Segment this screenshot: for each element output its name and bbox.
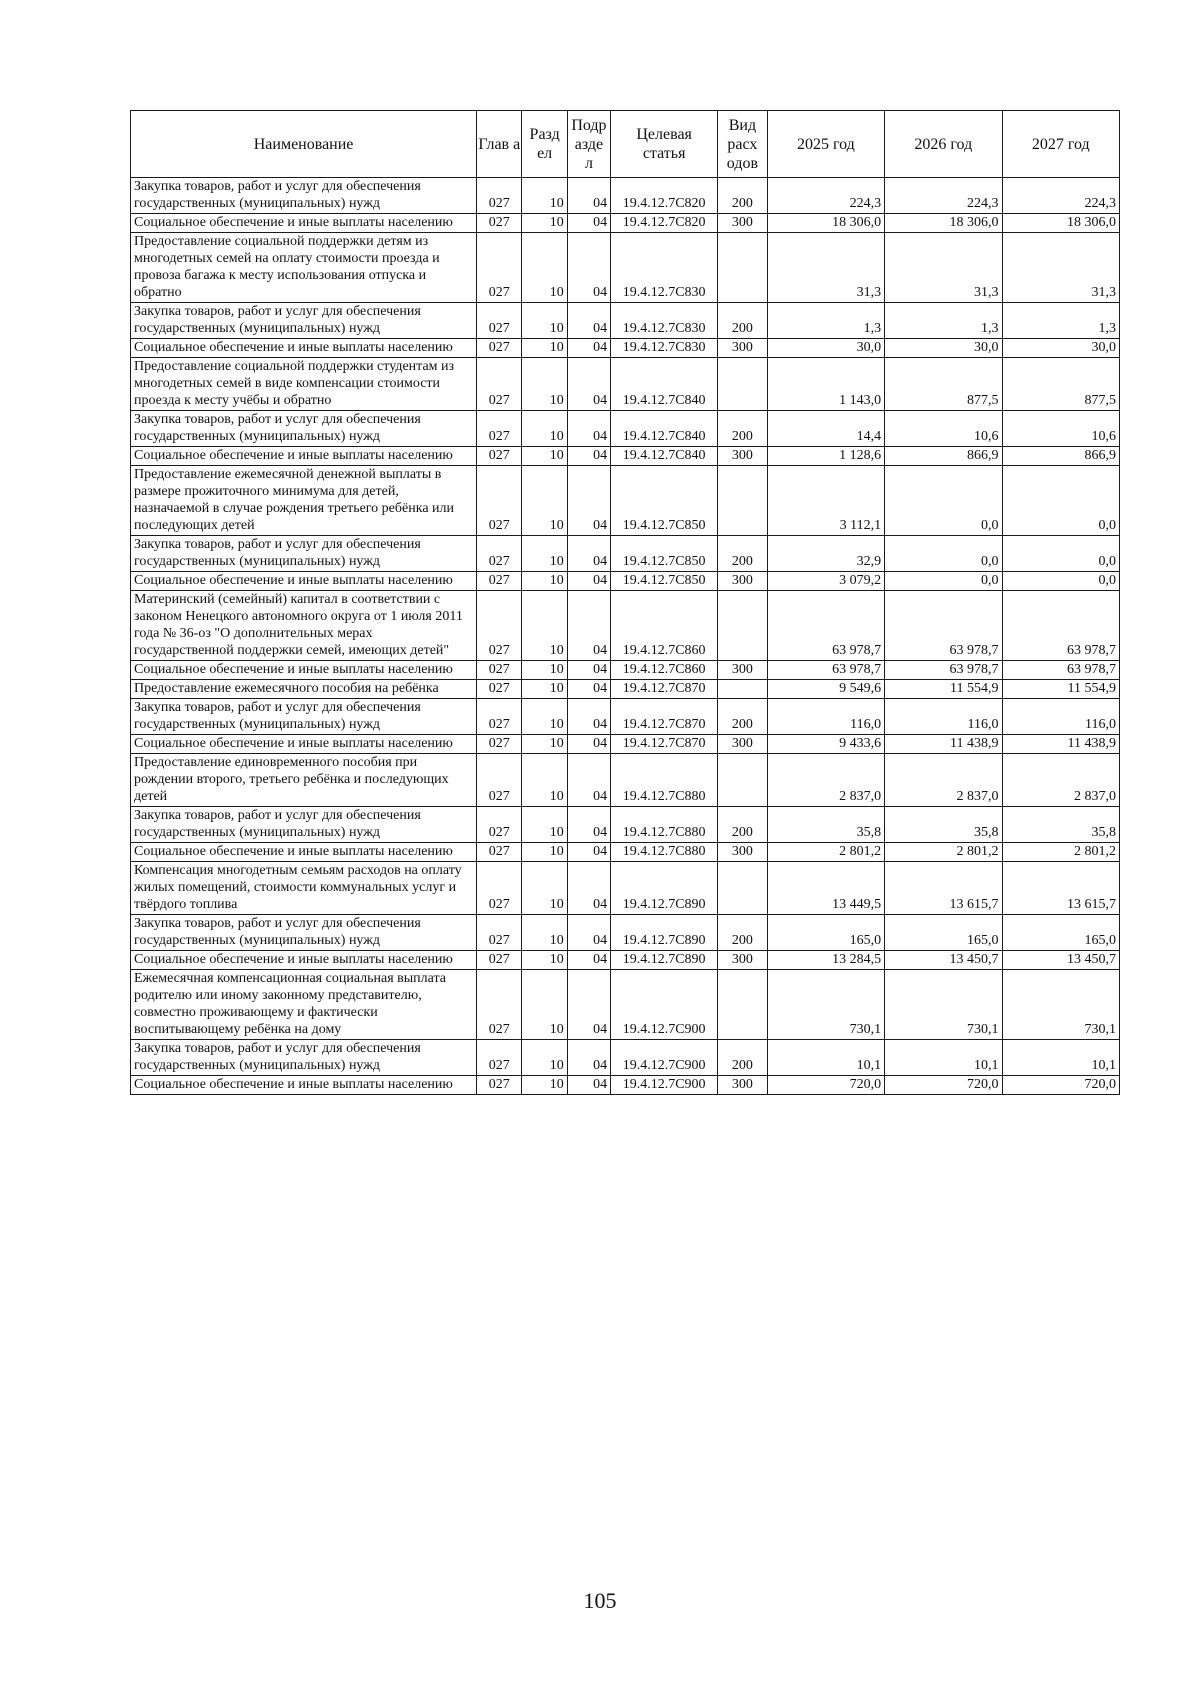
cell-name: Закупка товаров, работ и услуг для обеспечения государственных (муниципальных) нужд	[131, 699, 477, 735]
header-target-article: Целевая статья	[611, 111, 718, 178]
table-row	[131, 572, 1120, 591]
cell-subsection: 04	[567, 447, 610, 466]
cell-2025: 13 284,5	[767, 951, 884, 970]
cell-name: Предоставление социальной поддержки студентам из многодетных семей в виде компенсации стоимости проезда к месту учёбы и обратно	[131, 358, 477, 411]
cell-2025: 63 978,7	[767, 661, 884, 680]
header-name: Наименование	[131, 111, 477, 178]
header-expense-type: Вид расх одов	[718, 111, 767, 178]
cell-2026: 224,3	[885, 178, 1002, 214]
cell-subsection: 04	[567, 970, 610, 1040]
table-row	[131, 735, 1120, 754]
table-row	[131, 1040, 1120, 1076]
cell-target-article: 19.4.12.7С830	[611, 303, 718, 339]
cell-target-article: 19.4.12.7С820	[611, 214, 718, 233]
cell-chapter: 027	[477, 1040, 522, 1076]
cell-subsection: 04	[567, 754, 610, 807]
header-2025: 2025 год	[767, 111, 884, 178]
cell-chapter: 027	[477, 214, 522, 233]
cell-target-article: 19.4.12.7С900	[611, 1076, 718, 1095]
table-row	[131, 466, 1120, 536]
cell-2025: 2 801,2	[767, 843, 884, 862]
cell-2026: 116,0	[885, 699, 1002, 735]
cell-2026: 35,8	[885, 807, 1002, 843]
cell-target-article: 19.4.12.7С860	[611, 661, 718, 680]
cell-2025: 1 143,0	[767, 358, 884, 411]
cell-expense-type: 200	[718, 915, 767, 951]
cell-chapter: 027	[477, 339, 522, 358]
cell-2027: 10,1	[1002, 1040, 1119, 1076]
cell-2026: 2 801,2	[885, 843, 1002, 862]
cell-name: Закупка товаров, работ и услуг для обеспечения государственных (муниципальных) нужд	[131, 807, 477, 843]
cell-name: Закупка товаров, работ и услуг для обеспечения государственных (муниципальных) нужд	[131, 178, 477, 214]
cell-2026: 1,3	[885, 303, 1002, 339]
table-row	[131, 862, 1120, 915]
cell-2027: 11 554,9	[1002, 680, 1119, 699]
table-row	[131, 447, 1120, 466]
cell-chapter: 027	[477, 699, 522, 735]
cell-target-article: 19.4.12.7С870	[611, 699, 718, 735]
cell-target-article: 19.4.12.7С880	[611, 754, 718, 807]
cell-expense-type: 300	[718, 843, 767, 862]
table-header-row	[131, 111, 1120, 178]
cell-2025: 1 128,6	[767, 447, 884, 466]
cell-2025: 18 306,0	[767, 214, 884, 233]
table-body	[131, 178, 1120, 1095]
cell-2027: 13 615,7	[1002, 862, 1119, 915]
cell-section: 10	[522, 466, 567, 536]
cell-2025: 14,4	[767, 411, 884, 447]
cell-2027: 866,9	[1002, 447, 1119, 466]
cell-subsection: 04	[567, 807, 610, 843]
cell-subsection: 04	[567, 735, 610, 754]
header-2027: 2027 год	[1002, 111, 1119, 178]
cell-chapter: 027	[477, 735, 522, 754]
cell-chapter: 027	[477, 1076, 522, 1095]
cell-chapter: 027	[477, 843, 522, 862]
cell-subsection: 04	[567, 951, 610, 970]
header-chapter: Глав а	[477, 111, 522, 178]
cell-section: 10	[522, 661, 567, 680]
table-row	[131, 661, 1120, 680]
table-row	[131, 680, 1120, 699]
cell-subsection: 04	[567, 466, 610, 536]
cell-name: Социальное обеспечение и иные выплаты населению	[131, 1076, 477, 1095]
cell-target-article: 19.4.12.7С880	[611, 807, 718, 843]
cell-2027: 63 978,7	[1002, 661, 1119, 680]
cell-subsection: 04	[567, 303, 610, 339]
cell-2025: 13 449,5	[767, 862, 884, 915]
cell-2025: 31,3	[767, 233, 884, 303]
cell-subsection: 04	[567, 591, 610, 661]
cell-subsection: 04	[567, 699, 610, 735]
page-number: 105	[583, 1588, 617, 1613]
cell-target-article: 19.4.12.7С840	[611, 447, 718, 466]
cell-2025: 30,0	[767, 339, 884, 358]
cell-section: 10	[522, 572, 567, 591]
cell-2027: 2 837,0	[1002, 754, 1119, 807]
cell-2025: 10,1	[767, 1040, 884, 1076]
cell-chapter: 027	[477, 754, 522, 807]
cell-name: Социальное обеспечение и иные выплаты населению	[131, 447, 477, 466]
cell-2027: 165,0	[1002, 915, 1119, 951]
cell-section: 10	[522, 303, 567, 339]
cell-target-article: 19.4.12.7С890	[611, 951, 718, 970]
cell-name: Закупка товаров, работ и услуг для обеспечения государственных (муниципальных) нужд	[131, 915, 477, 951]
cell-target-article: 19.4.12.7С840	[611, 358, 718, 411]
cell-name: Закупка товаров, работ и услуг для обеспечения государственных (муниципальных) нужд	[131, 536, 477, 572]
cell-name: Социальное обеспечение и иные выплаты населению	[131, 661, 477, 680]
cell-section: 10	[522, 915, 567, 951]
cell-name: Предоставление ежемесячного пособия на ребёнка	[131, 680, 477, 699]
table-row	[131, 951, 1120, 970]
cell-2027: 224,3	[1002, 178, 1119, 214]
cell-2026: 0,0	[885, 536, 1002, 572]
cell-name: Компенсация многодетным семьям расходов на оплату жилых помещений, стоимости коммунальных услуг и твёрдого топлива	[131, 862, 477, 915]
cell-section: 10	[522, 411, 567, 447]
cell-expense-type: 300	[718, 572, 767, 591]
cell-subsection: 04	[567, 214, 610, 233]
cell-2025: 63 978,7	[767, 591, 884, 661]
cell-target-article: 19.4.12.7С890	[611, 862, 718, 915]
cell-2026: 31,3	[885, 233, 1002, 303]
cell-2026: 11 438,9	[885, 735, 1002, 754]
cell-chapter: 027	[477, 178, 522, 214]
table-row	[131, 843, 1120, 862]
table-row	[131, 915, 1120, 951]
cell-target-article: 19.4.12.7С870	[611, 680, 718, 699]
cell-2026: 63 978,7	[885, 591, 1002, 661]
cell-target-article: 19.4.12.7С870	[611, 735, 718, 754]
cell-2026: 10,1	[885, 1040, 1002, 1076]
cell-2025: 9 433,6	[767, 735, 884, 754]
table-row	[131, 591, 1120, 661]
cell-expense-type: 200	[718, 411, 767, 447]
cell-2025: 3 079,2	[767, 572, 884, 591]
table-row	[131, 214, 1120, 233]
cell-chapter: 027	[477, 951, 522, 970]
cell-expense-type	[718, 233, 767, 303]
cell-2025: 730,1	[767, 970, 884, 1040]
cell-name: Социальное обеспечение и иные выплаты населению	[131, 572, 477, 591]
cell-name: Социальное обеспечение и иные выплаты населению	[131, 951, 477, 970]
cell-chapter: 027	[477, 807, 522, 843]
cell-name: Социальное обеспечение и иные выплаты населению	[131, 339, 477, 358]
cell-section: 10	[522, 862, 567, 915]
cell-section: 10	[522, 339, 567, 358]
cell-2025: 224,3	[767, 178, 884, 214]
cell-2026: 0,0	[885, 572, 1002, 591]
header-2026: 2026 год	[885, 111, 1002, 178]
cell-target-article: 19.4.12.7С850	[611, 572, 718, 591]
cell-expense-type: 200	[718, 536, 767, 572]
cell-target-article: 19.4.12.7С840	[611, 411, 718, 447]
cell-expense-type: 200	[718, 303, 767, 339]
cell-expense-type: 200	[718, 178, 767, 214]
cell-2027: 31,3	[1002, 233, 1119, 303]
cell-2025: 116,0	[767, 699, 884, 735]
cell-2025: 2 837,0	[767, 754, 884, 807]
cell-2025: 165,0	[767, 915, 884, 951]
table-row	[131, 754, 1120, 807]
cell-expense-type: 300	[718, 661, 767, 680]
cell-2027: 720,0	[1002, 1076, 1119, 1095]
cell-name: Материнский (семейный) капитал в соответствии с законом Ненецкого автономного округа от 1 июля 2011 года № 36-оз "О дополнительных мерах государственной поддержки семей, имеющих детей"	[131, 591, 477, 661]
cell-2026: 0,0	[885, 466, 1002, 536]
cell-subsection: 04	[567, 661, 610, 680]
header-section: Разд ел	[522, 111, 567, 178]
cell-chapter: 027	[477, 233, 522, 303]
cell-subsection: 04	[567, 680, 610, 699]
cell-section: 10	[522, 214, 567, 233]
cell-expense-type	[718, 754, 767, 807]
cell-2027: 116,0	[1002, 699, 1119, 735]
cell-2026: 866,9	[885, 447, 1002, 466]
cell-chapter: 027	[477, 661, 522, 680]
cell-target-article: 19.4.12.7С900	[611, 1040, 718, 1076]
table-row	[131, 339, 1120, 358]
table-row	[131, 411, 1120, 447]
cell-expense-type	[718, 591, 767, 661]
cell-chapter: 027	[477, 411, 522, 447]
cell-section: 10	[522, 754, 567, 807]
cell-expense-type: 300	[718, 339, 767, 358]
cell-chapter: 027	[477, 466, 522, 536]
cell-section: 10	[522, 536, 567, 572]
cell-target-article: 19.4.12.7С850	[611, 536, 718, 572]
cell-2027: 0,0	[1002, 536, 1119, 572]
cell-2025: 720,0	[767, 1076, 884, 1095]
cell-subsection: 04	[567, 339, 610, 358]
cell-expense-type	[718, 358, 767, 411]
cell-2027: 0,0	[1002, 466, 1119, 536]
cell-section: 10	[522, 178, 567, 214]
cell-2027: 18 306,0	[1002, 214, 1119, 233]
cell-name: Социальное обеспечение и иные выплаты населению	[131, 214, 477, 233]
cell-expense-type	[718, 466, 767, 536]
cell-subsection: 04	[567, 843, 610, 862]
cell-name: Предоставление единовременного пособия при рождении второго, третьего ребёнка и последующих детей	[131, 754, 477, 807]
cell-chapter: 027	[477, 680, 522, 699]
cell-section: 10	[522, 970, 567, 1040]
table-row	[131, 699, 1120, 735]
cell-2026: 720,0	[885, 1076, 1002, 1095]
cell-name: Социальное обеспечение и иные выплаты населению	[131, 843, 477, 862]
cell-subsection: 04	[567, 1076, 610, 1095]
cell-2025: 3 112,1	[767, 466, 884, 536]
cell-2026: 10,6	[885, 411, 1002, 447]
cell-subsection: 04	[567, 358, 610, 411]
table-row	[131, 1076, 1120, 1095]
cell-expense-type	[718, 680, 767, 699]
cell-2027: 877,5	[1002, 358, 1119, 411]
cell-section: 10	[522, 843, 567, 862]
cell-section: 10	[522, 358, 567, 411]
cell-2025: 1,3	[767, 303, 884, 339]
cell-section: 10	[522, 1040, 567, 1076]
table-row	[131, 358, 1120, 411]
cell-subsection: 04	[567, 178, 610, 214]
cell-2026: 13 615,7	[885, 862, 1002, 915]
cell-subsection: 04	[567, 862, 610, 915]
cell-target-article: 19.4.12.7С850	[611, 466, 718, 536]
cell-target-article: 19.4.12.7С830	[611, 233, 718, 303]
table-row	[131, 233, 1120, 303]
cell-2025: 9 549,6	[767, 680, 884, 699]
cell-chapter: 027	[477, 915, 522, 951]
cell-section: 10	[522, 447, 567, 466]
cell-chapter: 027	[477, 358, 522, 411]
budget-table	[130, 110, 1120, 1095]
cell-2027: 11 438,9	[1002, 735, 1119, 754]
table-row	[131, 807, 1120, 843]
cell-subsection: 04	[567, 572, 610, 591]
cell-name: Предоставление ежемесячной денежной выплаты в размере прожиточного минимума для детей, назначаемой в случае рождения третьего ребёнка или последующих детей	[131, 466, 477, 536]
cell-name: Предоставление социальной поддержки детям из многодетных семей на оплату стоимости проезда и провоза багажа к месту использования отпуска и обратно	[131, 233, 477, 303]
cell-2027: 30,0	[1002, 339, 1119, 358]
cell-target-article: 19.4.12.7С880	[611, 843, 718, 862]
cell-target-article: 19.4.12.7С900	[611, 970, 718, 1040]
cell-expense-type: 300	[718, 951, 767, 970]
table-row	[131, 178, 1120, 214]
cell-expense-type: 200	[718, 807, 767, 843]
cell-subsection: 04	[567, 411, 610, 447]
cell-name: Социальное обеспечение и иные выплаты населению	[131, 735, 477, 754]
table-row	[131, 970, 1120, 1040]
cell-chapter: 027	[477, 862, 522, 915]
cell-subsection: 04	[567, 915, 610, 951]
cell-expense-type: 300	[718, 214, 767, 233]
cell-section: 10	[522, 233, 567, 303]
cell-2027: 10,6	[1002, 411, 1119, 447]
cell-2027: 63 978,7	[1002, 591, 1119, 661]
cell-section: 10	[522, 680, 567, 699]
cell-target-article: 19.4.12.7С860	[611, 591, 718, 661]
cell-expense-type: 300	[718, 447, 767, 466]
cell-2026: 18 306,0	[885, 214, 1002, 233]
table-row	[131, 536, 1120, 572]
cell-section: 10	[522, 951, 567, 970]
cell-target-article: 19.4.12.7С830	[611, 339, 718, 358]
cell-expense-type: 300	[718, 735, 767, 754]
cell-subsection: 04	[567, 1040, 610, 1076]
cell-2026: 13 450,7	[885, 951, 1002, 970]
cell-2027: 1,3	[1002, 303, 1119, 339]
cell-section: 10	[522, 735, 567, 754]
cell-name: Закупка товаров, работ и услуг для обеспечения государственных (муниципальных) нужд	[131, 1040, 477, 1076]
cell-2026: 11 554,9	[885, 680, 1002, 699]
cell-name: Закупка товаров, работ и услуг для обеспечения государственных (муниципальных) нужд	[131, 303, 477, 339]
cell-section: 10	[522, 1076, 567, 1095]
cell-2026: 63 978,7	[885, 661, 1002, 680]
cell-target-article: 19.4.12.7С820	[611, 178, 718, 214]
table-row	[131, 303, 1120, 339]
cell-chapter: 027	[477, 536, 522, 572]
cell-subsection: 04	[567, 233, 610, 303]
cell-expense-type	[718, 862, 767, 915]
cell-2025: 35,8	[767, 807, 884, 843]
header-subsection: Подр азде л	[567, 111, 610, 178]
cell-subsection: 04	[567, 536, 610, 572]
cell-2025: 32,9	[767, 536, 884, 572]
cell-2026: 2 837,0	[885, 754, 1002, 807]
cell-chapter: 027	[477, 572, 522, 591]
cell-2027: 35,8	[1002, 807, 1119, 843]
cell-chapter: 027	[477, 591, 522, 661]
cell-2027: 730,1	[1002, 970, 1119, 1040]
cell-2026: 730,1	[885, 970, 1002, 1040]
cell-2027: 0,0	[1002, 572, 1119, 591]
cell-section: 10	[522, 807, 567, 843]
cell-chapter: 027	[477, 970, 522, 1040]
cell-target-article: 19.4.12.7С890	[611, 915, 718, 951]
cell-2026: 165,0	[885, 915, 1002, 951]
cell-expense-type: 200	[718, 699, 767, 735]
cell-section: 10	[522, 699, 567, 735]
cell-2027: 2 801,2	[1002, 843, 1119, 862]
cell-2026: 30,0	[885, 339, 1002, 358]
cell-name: Ежемесячная компенсационная социальная выплата родителю или иному законному представителю, совместно проживающему и фактически воспитывающему ребёнка на дому	[131, 970, 477, 1040]
cell-expense-type	[718, 970, 767, 1040]
cell-name: Закупка товаров, работ и услуг для обеспечения государственных (муниципальных) нужд	[131, 411, 477, 447]
cell-expense-type: 300	[718, 1076, 767, 1095]
cell-2027: 13 450,7	[1002, 951, 1119, 970]
cell-chapter: 027	[477, 447, 522, 466]
cell-2026: 877,5	[885, 358, 1002, 411]
cell-expense-type: 200	[718, 1040, 767, 1076]
cell-section: 10	[522, 591, 567, 661]
cell-chapter: 027	[477, 303, 522, 339]
